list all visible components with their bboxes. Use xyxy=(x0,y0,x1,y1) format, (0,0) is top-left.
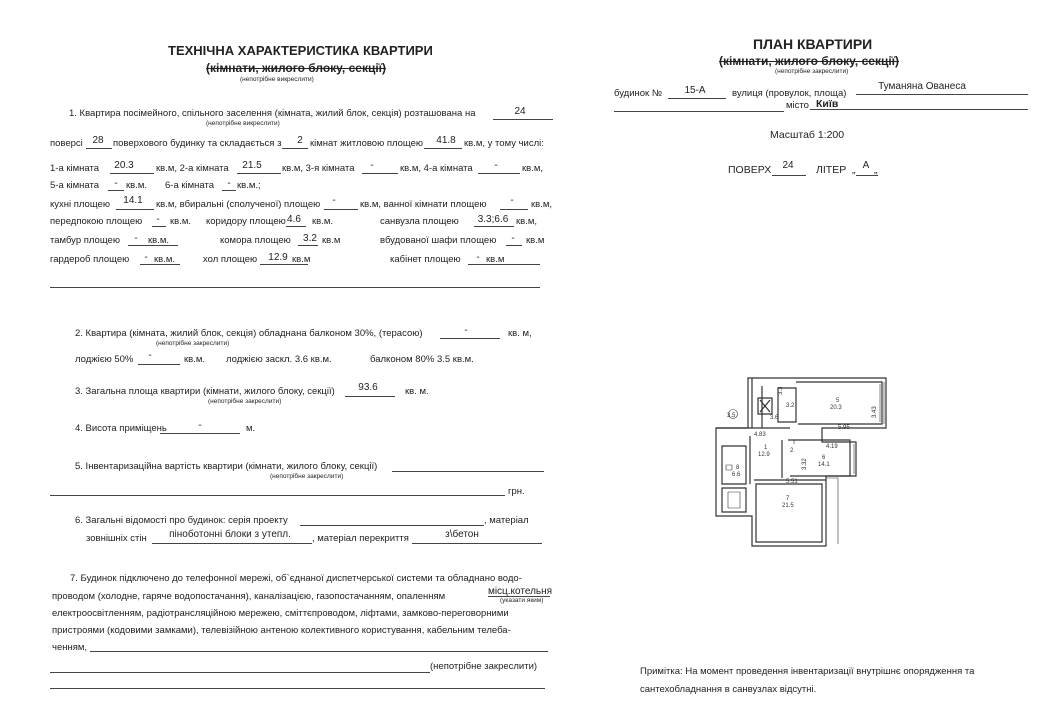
plan-label-kitchen: 6 xyxy=(822,455,826,461)
s1-r2-label: кв.м, 2-а кімната xyxy=(156,163,229,174)
s2-loggia-closed: лоджією заскл. 3.6 кв.м. xyxy=(226,354,332,365)
plan-dim-419: 4.19 xyxy=(826,444,838,450)
s3-area: 93.6 xyxy=(358,382,378,393)
right-title: ПЛАН КВАРТИРИ xyxy=(753,36,873,52)
s1-closet: - xyxy=(511,233,515,244)
s1-r4-unit: кв.м, xyxy=(522,163,544,174)
s1-r6-label: 6-а кімната xyxy=(165,180,215,191)
plan-dim-height: 3.43 xyxy=(872,406,878,418)
s2-terrace: - xyxy=(464,325,468,336)
s2-balcony: балконом 80% 3.5 кв.м. xyxy=(370,354,474,365)
s6-intro: 6. Загальні відомості про будинок: серія проекту xyxy=(75,515,288,526)
s1-r2: 21.5 xyxy=(242,160,262,171)
plan-label-kitchen-area: 14.1 xyxy=(818,462,830,468)
s1-office-label: кабінет площею xyxy=(390,254,461,265)
plan-label-hall-area: 12.9 xyxy=(758,452,770,458)
s1-l2b: поверхового будинку та складається з xyxy=(113,138,282,149)
s1-l2c: кімнат житловою площею xyxy=(310,138,424,149)
s1-vest: - xyxy=(134,233,138,244)
s1-hol-label: хол площею xyxy=(203,254,258,265)
s1-r4-label: кв.м, 4-а кімната xyxy=(400,163,473,174)
s1-l2d: кв.м, у тому числі: xyxy=(464,138,544,149)
right-subtitle: (кімнати, жилого блоку, секції) xyxy=(719,54,900,68)
plan-label-3: 3.3 xyxy=(778,386,784,395)
s1-vest-unit: кв.м. xyxy=(148,235,170,246)
s6-walls: піноботонні блоки з утепл. xyxy=(169,529,291,540)
s3-intro: 3. Загальна площа квартири (кімнати, жилого блоку, секції) xyxy=(75,386,335,397)
street: Туманяна Ованеса xyxy=(878,81,966,92)
plan-label-room5-area: 20.3 xyxy=(830,405,842,411)
s1-office: - xyxy=(476,252,480,263)
s3-unit: кв. м. xyxy=(405,386,429,397)
s1-r6-unit: кв.м.; xyxy=(237,180,261,191)
s1-closet-unit: кв.м xyxy=(526,235,545,246)
s2-loggia: - xyxy=(148,350,152,361)
s5-intro: 5. Інвентаризаційна вартість квартири (кімнати, жилого блоку, секції) xyxy=(75,461,378,472)
plan-dim-551: 5.51 xyxy=(786,479,798,485)
house-number: 15-А xyxy=(684,85,706,96)
right-note-2: сантехобладнання в санвузлах відсутні. xyxy=(640,684,817,695)
s1-hall-unit: кв.м. xyxy=(170,216,192,227)
plan-walls xyxy=(716,378,886,546)
liter-label: ЛІТЕР xyxy=(816,164,847,176)
s1-r1-label: 1-а кімната xyxy=(50,163,100,174)
s1-hol: 12.9 xyxy=(268,252,288,263)
plan-label-balcony: 3.5 xyxy=(727,413,736,419)
s1-rooms: 2 xyxy=(297,135,303,146)
s1-bath: - xyxy=(510,195,514,206)
s7-l2: проводом (холодне, гаряче водопостачання), каналізацією, газопостачанням, опаленням xyxy=(52,591,446,602)
liter-quote-close: „ xyxy=(874,164,878,176)
s2-loggia-label: лоджією 50% xyxy=(75,354,134,365)
plan-label-room5: 5 xyxy=(836,398,840,404)
s1-floor: 24 xyxy=(514,106,526,117)
s1-living-area: 41.8 xyxy=(436,135,456,146)
right-note-cross: (непотрібне закреслити) xyxy=(775,68,849,75)
s1-store-label: комора площею xyxy=(220,235,291,246)
s1-corridor: 4.6 xyxy=(287,214,301,225)
s2-terrace-unit: кв. м, xyxy=(508,328,532,339)
s7-heating-note: (указати яким) xyxy=(500,597,544,604)
scale: Масштаб 1:200 xyxy=(770,129,845,141)
left-title: ТЕХНІЧНА ХАРАКТЕРИСТИКА КВАРТИРИ xyxy=(168,43,433,58)
s7-l4: пристроями (кодовими замками), телевізійною антеною колективного користування, кабельним телеба- xyxy=(52,625,511,636)
s1-wardrobe-unit: кв.м. xyxy=(154,254,176,265)
s5-unit: грн. xyxy=(508,486,525,497)
left-subtitle: (кімнати, жилого блоку, секції) xyxy=(206,61,387,75)
plan-label-store: 3.2 xyxy=(786,403,795,409)
s1-r5-unit: кв.м. xyxy=(126,180,148,191)
s6-overlap-label: , матеріал перекриття xyxy=(312,533,409,544)
s1-r5: - xyxy=(114,178,118,189)
s1-hall: - xyxy=(156,214,160,225)
s1-store-unit: кв.м xyxy=(322,235,341,246)
s1-wc-label: санвузла площею xyxy=(380,216,459,227)
s2-note: (непотрібне закреслити) xyxy=(156,340,230,347)
s1-r3: - xyxy=(370,160,374,171)
s1-l2a: поверсі xyxy=(50,138,83,149)
s4-intro: 4. Висота приміщень xyxy=(75,423,167,434)
s6-overlap: з\бетон xyxy=(445,529,479,540)
plan-dim-595: 5.95 xyxy=(838,425,850,431)
right-note: Примітка: На момент проведення інвентаризації внутрішнє опорядження та xyxy=(640,666,975,677)
s1-wc-unit: кв.м, xyxy=(516,216,538,227)
street-label: вулиця (провулок, площа) xyxy=(732,88,847,99)
s1-bath-label: кв.м, ванної кімнати площею xyxy=(360,199,487,210)
s1-floors-total: 28 xyxy=(92,135,104,146)
s2-loggia-unit: кв.м. xyxy=(184,354,206,365)
left-note-cross: (непотрібне викреслити) xyxy=(240,76,314,83)
s1-bath-unit: кв.м, xyxy=(531,199,553,210)
s1-office-unit: кв.м xyxy=(486,254,505,265)
s6-material-label: , матеріал xyxy=(484,515,529,526)
house-label: будинок № xyxy=(614,88,663,99)
s1-corridor-unit: кв.м. xyxy=(312,216,334,227)
plan-label-wc: 8 xyxy=(736,465,740,471)
s1-r3-label: кв.м, 3-я кімната xyxy=(282,163,355,174)
s1-hol-unit: кв.м xyxy=(292,254,311,265)
s1-vest-label: тамбур площею xyxy=(50,235,120,246)
s1-note: (непотрібне викреслити) xyxy=(206,120,280,127)
s1-r5-label: 5-а кімната xyxy=(50,180,100,191)
floor-number: 24 xyxy=(782,160,794,171)
s1-closet-label: вбудованої шафи площею xyxy=(380,235,497,246)
plan-label-hall: 1 xyxy=(764,445,768,451)
s7-final-note: (непотрібне закреслити) xyxy=(430,661,538,672)
s1-wardrobe-label: гардероб площею xyxy=(50,254,130,265)
liter-quote-open: „ xyxy=(852,164,856,176)
s2-intro: 2. Квартира (кімната, жилий блок, секція) обладнана балконом 30%, (терасою) xyxy=(75,328,423,339)
s1-kitchen: 14.1 xyxy=(123,195,143,206)
s1-r4: - xyxy=(494,160,498,171)
s4-unit: м. xyxy=(246,423,256,434)
s5-note: (непотрібне закреслити) xyxy=(270,473,344,480)
plan-label-loggia: 3.6 xyxy=(770,415,779,421)
city: Київ xyxy=(816,98,839,110)
floor-label: ПОВЕРХ xyxy=(728,164,772,176)
s7-l5: ченням, xyxy=(52,642,88,653)
s1-toilet: - xyxy=(332,195,336,206)
city-label: місто xyxy=(786,100,809,111)
plan-label-2: 2 xyxy=(790,448,794,454)
s1-corridor-label: коридору площею xyxy=(206,216,286,227)
s1-r6: - xyxy=(227,178,231,189)
plan-dim-332: 3.32 xyxy=(802,458,808,470)
s1-store: 3.2 xyxy=(303,233,317,244)
s6-walls-label: зовнішніх стін xyxy=(86,533,147,544)
s1-pantry-label: кв.м, вбиральні (сполученої) площею xyxy=(156,199,321,210)
plan-dim-width: 4.83 xyxy=(754,432,766,438)
s7-l1: 7. Будинок підключено до телефонної мережі, об`єднаної диспетчерської системи та обладнано водо- xyxy=(70,573,522,584)
s1-hall-label: передпокою площею xyxy=(50,216,143,227)
s1-intro: 1. Квартира посімейного, спільного заселення (кімната, жилий блок, секція) розташована на xyxy=(69,108,476,119)
s3-note: (непотрібне закреслити) xyxy=(208,398,282,405)
s4-value: - xyxy=(198,420,202,431)
plan-label-7: 7 xyxy=(786,496,790,502)
plan-label-7-area: 21.5 xyxy=(782,503,794,509)
liter: А xyxy=(862,160,870,171)
s1-wardrobe: - xyxy=(144,252,148,263)
plan-label-wc-area: 6.6 xyxy=(732,472,741,478)
s1-kitchen-label: кухні площею xyxy=(50,199,110,210)
s7-l3: електроосвітленням, радіотрансляційною мережею, сміттєпроводом, ліфтами, замково-переговорними xyxy=(52,608,509,619)
s1-r1: 20.3 xyxy=(114,160,134,171)
s1-wc: 3.3;6.6 xyxy=(477,214,509,225)
s7-heating: місц.котельня xyxy=(487,586,553,597)
